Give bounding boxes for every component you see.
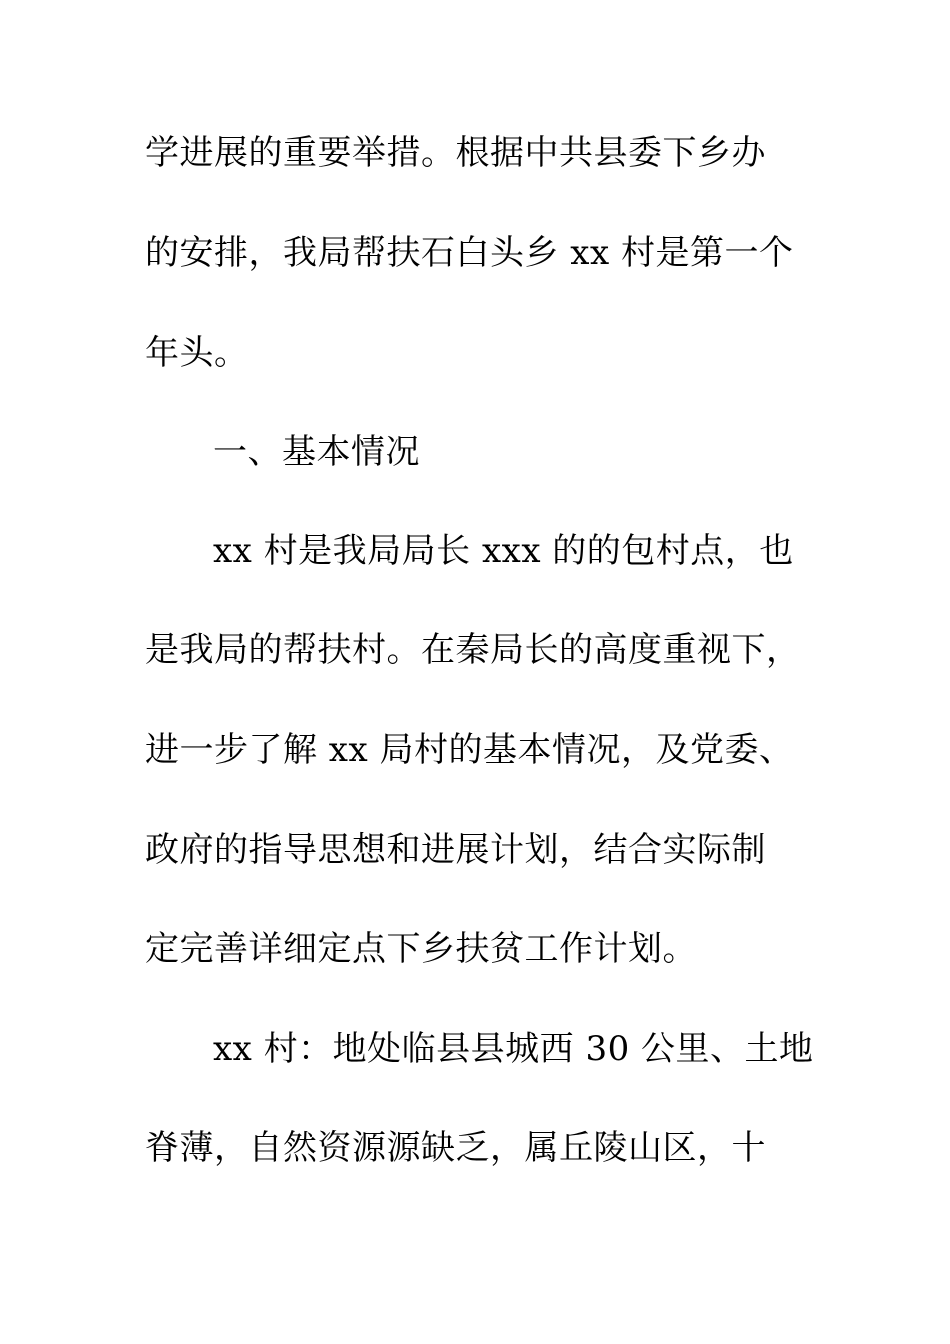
paragraph-line: 政府的指导思想和进展计划，结合实际制 <box>145 830 766 870</box>
paragraph-line: xx 村是我局局长 xxx 的的包村点，也 <box>213 531 794 571</box>
paragraph-line: 年头。 <box>145 333 249 373</box>
paragraph-line: 是我局的帮扶村。在秦局长的高度重视下， <box>145 630 801 670</box>
paragraph-line: 脊薄，自然资源源缺乏，属丘陵山区，十 <box>145 1128 766 1168</box>
paragraph-line: xx 村：地处临县县城西 30 公里、土地 <box>213 1029 814 1069</box>
paragraph-line: 的安排，我局帮扶石白头乡 xx 村是第一个 <box>145 233 794 273</box>
paragraph-line: 学进展的重要举措。根据中共县委下乡办 <box>145 133 766 173</box>
section-heading: 一、基本情况 <box>213 432 420 472</box>
paragraph-line: 定完善详细定点下乡扶贫工作计划。 <box>145 929 697 969</box>
paragraph-line: 进一步了解 xx 局村的基本情况，及党委、 <box>145 730 794 770</box>
